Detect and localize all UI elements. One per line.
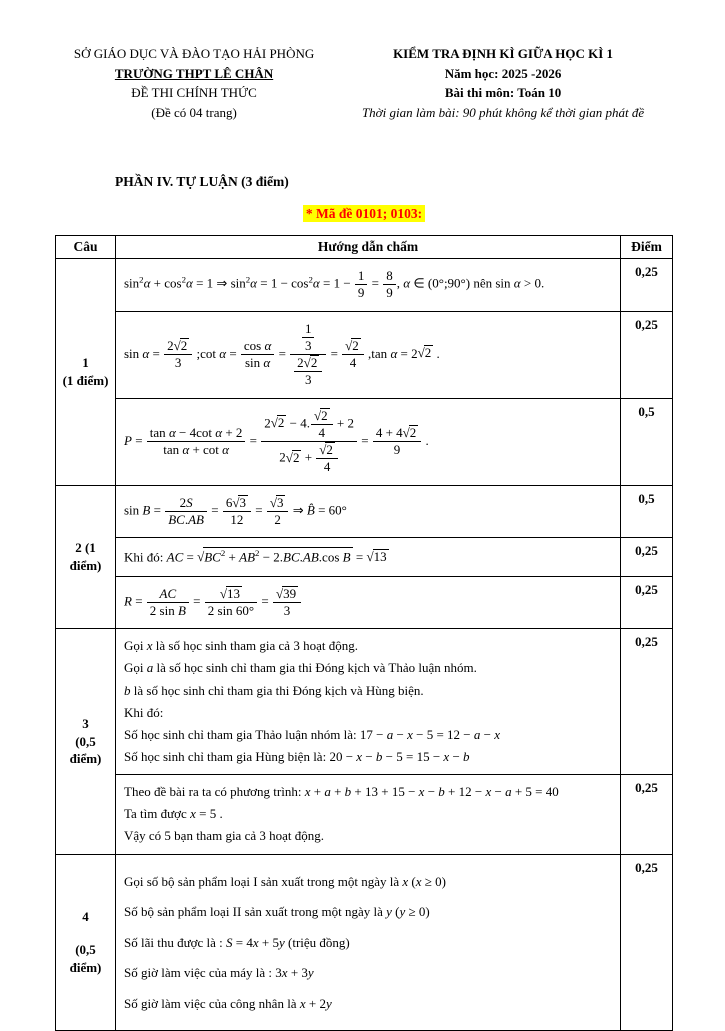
solution-line: Số giờ làm việc của máy là : 3x + 3y: [124, 965, 314, 981]
sqrt-radical: √39: [275, 585, 297, 601]
score-cell: 0,5: [621, 485, 673, 538]
rubric-table: [55, 235, 673, 1031]
school-year: Năm học: 2025 -2026: [444, 65, 562, 81]
table-row: [56, 485, 673, 538]
table-row: [56, 538, 673, 577]
question-label-line: 1: [82, 355, 89, 371]
table-row: [56, 854, 673, 1031]
exam-title: KIỂM TRA ĐỊNH KÌ GIỮA HỌC KÌ 1: [393, 46, 614, 61]
solution-line: Gọi số bộ sản phẩm loại I sản xuất trong một ngày là x (x ≥ 0): [124, 873, 446, 889]
fraction: $\frac{AC}{\text{2 sin B}}$: [146, 586, 190, 620]
sqrt-radical: √2: [319, 442, 333, 457]
sqrt-radical: √2: [303, 355, 318, 370]
solution-line: Số lãi thu được là : S = 4x + 5y (triệu đồng): [124, 934, 350, 950]
question-label-line: điểm): [69, 557, 102, 573]
solution-line: P = $\frac{\text{tan α − 4cot α + 2}}{\text{tan α + cot α}}$ = 2√2 − 4. $\frac{√2}{4}$ + 2 2√2 + $\frac{√2}{4}$ = $\frac{4 + 4√2}{9}$ .: [124, 407, 429, 475]
school-name: TRƯỜNG THPT LÊ CHÂN: [114, 65, 274, 81]
table-row: [56, 311, 673, 398]
sqrt-radical: √2: [345, 337, 359, 353]
solution-line: sin α = $\frac{2√2}{3}$ ;cot α = $\frac{\text{cos α}}{\text{sin α}}$ = $\frac{\frac{1}{3}}{\frac{2√2}{3}}$ = $\frac{√2}{4}$ ,tan α = 2√2 .: [124, 320, 440, 388]
department-name: SỞ GIÁO DỤC VÀ ĐÀO TẠO HẢI PHÒNG: [73, 46, 315, 61]
sqrt-radical: √2: [313, 407, 328, 423]
solution-line: Gọi a là số học sinh chỉ tham gia thi Đóng kịch và Thảo luận nhóm.: [124, 660, 477, 676]
question-number-cell: [56, 629, 116, 854]
fraction: $\frac{√13}{2 \sin 60^\circ}$: [204, 586, 258, 620]
question-label-line: 3: [82, 716, 89, 732]
fraction: $\frac{6√3}{12}$: [222, 495, 252, 529]
table-header-row: [56, 236, 673, 259]
header-right-block: [333, 44, 673, 122]
question-label-line: điểm): [69, 751, 102, 767]
solution-line: Số học sinh chỉ tham gia Thảo luận nhóm là: 17 − a − x − 5 = 12 − a − x: [124, 726, 500, 742]
question-label-line: (0,5: [75, 733, 96, 749]
fraction: $\frac{2S}{BC.AB}$: [164, 495, 208, 529]
solution-line: $\sin^2\alpha + \cos^2\alpha = 1$ ⇒ $\sin^2\alpha = 1 - \cos^2\alpha = 1$ − $\frac{1}{9}$ = $\frac{8}{9}$ , α ∈ (0°;90°) nên sin α > 0.: [124, 268, 545, 301]
question-label-line: (0,5: [75, 942, 96, 958]
sqrt-radical: √13: [366, 549, 387, 565]
fraction: $\frac{\text{cos α}}{\text{sin α}}$: [240, 338, 275, 372]
exam-type: ĐỀ THI CHÍNH THỨC: [131, 85, 257, 100]
fraction: [289, 321, 327, 389]
sqrt-radical: $√BC^2 + AB^2 - 2.BC.AB.\cos$ B: [197, 548, 351, 565]
solution-line: Ta tìm được x = 5 .: [124, 806, 223, 822]
table-row: [56, 398, 673, 485]
fraction: $\frac{√2}{4}$: [315, 442, 339, 476]
fraction: $\frac{2√2}{3}$: [293, 355, 323, 389]
table-row: [56, 576, 673, 629]
pages-note: (Đề có 04 trang): [151, 104, 237, 120]
fraction: $\frac{\text{tan α − 4cot α + 2}}{\text{tan α + cot α}}$: [146, 425, 247, 459]
fraction: $\frac{√2}{4}$: [341, 338, 365, 372]
score-cell: 0,25: [621, 311, 673, 398]
question-label-line: điểm): [69, 959, 102, 975]
fraction: $\frac{1}{3}$: [301, 321, 316, 355]
exam-code-line: [55, 206, 673, 222]
score-cell: 0,25: [621, 629, 673, 775]
fraction: $\frac{√3}{2}$: [266, 495, 290, 529]
fraction: $\frac{4 + 4√2}{9}$: [372, 425, 422, 459]
solution-cell: [116, 775, 621, 854]
question-label-line: 2 (1: [75, 540, 96, 556]
column-header-score: Điểm: [621, 236, 673, 259]
question-number-cell: [56, 485, 116, 629]
sqrt-radical: √13: [219, 585, 241, 601]
solution-cell: [116, 259, 621, 312]
sqrt-radical: √2: [173, 337, 188, 353]
question-label-line: [58, 926, 113, 942]
fraction: $\frac{2√2}{3}$: [163, 338, 193, 372]
fraction: 2√2 − 4. $\frac{√2}{4}$ + 2 2√2 + $\frac{√2}{4}$: [260, 408, 358, 476]
solution-line: Số học sinh chỉ tham gia Hùng biện là: 20 − x − b − 5 = 15 − x − b: [124, 749, 470, 765]
solution-cell: [116, 538, 621, 577]
solution-line: Số bộ sản phẩm loại II sản xuất trong một ngày là y (y ≥ 0): [124, 904, 430, 920]
column-header-guide: Hướng dẫn chấm: [116, 236, 621, 259]
solution-line: sin B = $\frac{2S}{BC.AB}$ = $\frac{6√3}{12}$ = $\frac{√3}{2}$ ⇒ B̂ = 60°: [124, 494, 347, 527]
solution-line: Khi đó:: [124, 704, 164, 720]
score-cell: 0,25: [621, 576, 673, 629]
section-title: PHẦN IV. TỰ LUẬN (3 điểm): [115, 174, 289, 189]
question-label-line: 4: [82, 909, 89, 925]
sqrt-radical: √2: [417, 345, 432, 361]
sqrt-radical: √2: [285, 449, 300, 465]
sqrt-radical: √2: [402, 424, 417, 440]
solution-line: Khi đó: AC = $√BC^2 + AB^2 - 2.BC.AB.\cos$ B = √13: [124, 548, 387, 565]
document-header: [55, 44, 673, 122]
sqrt-radical: √2: [270, 415, 285, 431]
exam-duration: Thời gian làm bài: 90 phút không kể thời gian phát đề: [361, 104, 645, 120]
solution-cell: [116, 311, 621, 398]
solution-cell: [116, 485, 621, 538]
table-row: [56, 629, 673, 775]
solution-cell: [116, 854, 621, 1031]
solution-line: b là số học sinh chỉ tham gia thi Đóng kịch và Hùng biện.: [124, 682, 424, 698]
table-row: [56, 259, 673, 312]
rubric-table-body: [56, 259, 673, 1031]
solution-line: Gọi x là số học sinh tham gia cả 3 hoạt động.: [124, 638, 358, 654]
column-header-question: Câu: [56, 236, 116, 259]
question-number-cell: [56, 259, 116, 486]
score-cell: 0,25: [621, 259, 673, 312]
score-cell: 0,25: [621, 538, 673, 577]
exam-code-badge: * Mã đề 0101; 0103:: [303, 205, 425, 222]
fraction: $\frac{1}{9}$: [354, 268, 369, 302]
solution-cell: [116, 629, 621, 775]
header-left-block: [55, 44, 333, 122]
sqrt-radical: √3: [232, 494, 246, 510]
score-cell: 0,25: [621, 775, 673, 854]
solution-cell: [116, 398, 621, 485]
solution-line: Số giờ làm việc của công nhân là x + 2y: [124, 995, 332, 1011]
sqrt-radical: √3: [269, 494, 284, 510]
fraction: $\frac{8}{9}$: [382, 268, 397, 302]
solution-cell: [116, 576, 621, 629]
fraction: $\frac{√2}{4}$: [310, 408, 334, 442]
solution-line: Vậy có 5 bạn tham gia cả 3 hoạt động.: [124, 828, 324, 844]
fraction: $\frac{√39}{3}$: [272, 586, 302, 620]
score-cell: 0,25: [621, 854, 673, 1031]
solution-line: Theo đề bài ra ta có phương trình: x + a + b + 13 + 15 − x − b + 12 − x − a + 5 = 40: [124, 784, 559, 800]
question-label-line: (1 điểm): [62, 372, 109, 388]
table-row: [56, 775, 673, 854]
question-number-cell: [56, 854, 116, 1031]
solution-line: R = $\frac{AC}{\text{2 sin B}}$ = $\frac{√13}{2 \sin 60^\circ}$ = $\frac{√39}{3}$: [124, 583, 612, 623]
score-cell: 0,5: [621, 398, 673, 485]
exam-subject: Bài thi môn: Toán 10: [444, 85, 562, 100]
